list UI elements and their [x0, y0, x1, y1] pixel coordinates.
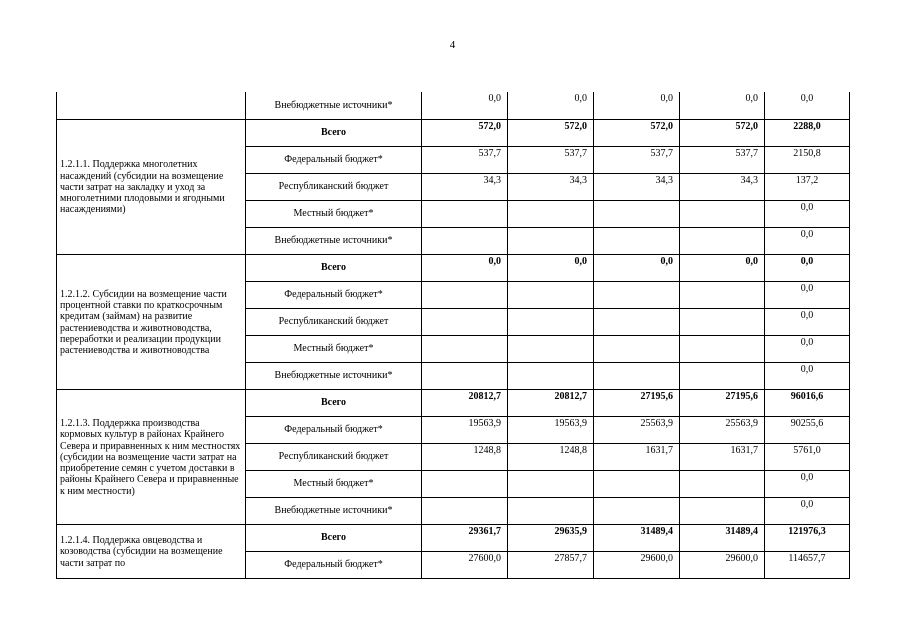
year-value [422, 227, 508, 254]
year-value [680, 335, 765, 362]
source-label: Внебюджетные источники* [246, 92, 422, 119]
program-name: 1.2.1.3. Поддержка производства кормовых культур в районах Крайнего Севера и приравненных к ним местностях (субсидии на возмещение части затрат на приобретение семян с учетом доставки в районы Крайнего Севера и приравненные к ним местности) [57, 389, 246, 524]
year-value: 34,3 [422, 173, 508, 200]
year-value: 20812,7 [508, 389, 594, 416]
total-value: 2288,0 [765, 119, 850, 146]
total-value: 0,0 [765, 254, 850, 281]
year-value: 0,0 [594, 92, 680, 119]
total-value: 137,2 [765, 173, 850, 200]
year-value [680, 308, 765, 335]
source-label: Федеральный бюджет* [246, 416, 422, 443]
year-value: 0,0 [594, 254, 680, 281]
table-row [57, 524, 850, 551]
year-value: 19563,9 [422, 416, 508, 443]
year-value: 25563,9 [594, 416, 680, 443]
total-value: 0,0 [765, 92, 850, 119]
total-value: 5761,0 [765, 443, 850, 470]
total-value: 0,0 [765, 362, 850, 389]
total-value: 0,0 [765, 497, 850, 524]
year-value: 31489,4 [680, 524, 765, 551]
source-label: Республиканский бюджет [246, 173, 422, 200]
year-value: 572,0 [680, 119, 765, 146]
year-value [422, 335, 508, 362]
year-value: 27195,6 [594, 389, 680, 416]
year-value [594, 227, 680, 254]
program-name: 1.2.1.1. Поддержка многолетних насаждений (субсидии на возмещение части затрат на закладку и уход за многолетними плодовыми и ягодными насаждениями) [57, 119, 246, 254]
year-value: 31489,4 [594, 524, 680, 551]
year-value [508, 227, 594, 254]
year-value: 537,7 [594, 146, 680, 173]
total-value: 121976,3 [765, 524, 850, 551]
year-value: 572,0 [508, 119, 594, 146]
table-row [57, 92, 850, 119]
year-value: 0,0 [508, 254, 594, 281]
year-value: 572,0 [422, 119, 508, 146]
total-value: 0,0 [765, 470, 850, 497]
year-value [594, 335, 680, 362]
year-value [594, 308, 680, 335]
year-value: 572,0 [594, 119, 680, 146]
year-value [422, 281, 508, 308]
total-value: 0,0 [765, 335, 850, 362]
year-value [508, 470, 594, 497]
year-value [594, 362, 680, 389]
year-value: 1248,8 [508, 443, 594, 470]
source-label: Федеральный бюджет* [246, 551, 422, 578]
year-value [680, 200, 765, 227]
year-value [422, 308, 508, 335]
year-value: 537,7 [422, 146, 508, 173]
year-value: 0,0 [680, 92, 765, 119]
year-value [508, 362, 594, 389]
budget-table [56, 92, 850, 579]
year-value [594, 497, 680, 524]
year-value [680, 470, 765, 497]
year-value: 537,7 [680, 146, 765, 173]
table-row [57, 254, 850, 281]
year-value: 29361,7 [422, 524, 508, 551]
year-value: 537,7 [508, 146, 594, 173]
year-value [508, 200, 594, 227]
year-value: 27857,7 [508, 551, 594, 578]
year-value: 29600,0 [594, 551, 680, 578]
page-number: 4 [449, 39, 456, 51]
source-label: Местный бюджет* [246, 335, 422, 362]
program-name: 1.2.1.4. Поддержка овцеводства и козоводства (субсидии на возмещение части затрат по [57, 524, 246, 578]
year-value: 29635,9 [508, 524, 594, 551]
year-value: 0,0 [422, 92, 508, 119]
year-value [680, 362, 765, 389]
source-label: Федеральный бюджет* [246, 281, 422, 308]
year-value: 25563,9 [680, 416, 765, 443]
source-label: Внебюджетные источники* [246, 362, 422, 389]
year-value: 27600,0 [422, 551, 508, 578]
year-value: 1248,8 [422, 443, 508, 470]
year-value [508, 497, 594, 524]
year-value [680, 497, 765, 524]
year-value: 0,0 [680, 254, 765, 281]
source-label: Республиканский бюджет [246, 443, 422, 470]
source-label: Республиканский бюджет [246, 308, 422, 335]
year-value: 20812,7 [422, 389, 508, 416]
year-value: 0,0 [422, 254, 508, 281]
source-label: Всего [246, 389, 422, 416]
source-label: Местный бюджет* [246, 470, 422, 497]
source-label: Всего [246, 119, 422, 146]
year-value: 1631,7 [594, 443, 680, 470]
year-value [508, 308, 594, 335]
year-value [422, 470, 508, 497]
source-label: Местный бюджет* [246, 200, 422, 227]
source-label: Внебюджетные источники* [246, 497, 422, 524]
year-value: 34,3 [508, 173, 594, 200]
year-value: 27195,6 [680, 389, 765, 416]
total-value: 0,0 [765, 308, 850, 335]
year-value [594, 200, 680, 227]
total-value: 0,0 [765, 281, 850, 308]
source-label: Всего [246, 524, 422, 551]
program-cell-empty [57, 92, 246, 119]
year-value [508, 281, 594, 308]
source-label: Федеральный бюджет* [246, 146, 422, 173]
year-value [680, 227, 765, 254]
year-value [422, 362, 508, 389]
total-value: 114657,7 [765, 551, 850, 578]
source-label: Внебюджетные источники* [246, 227, 422, 254]
year-value [680, 281, 765, 308]
year-value [422, 200, 508, 227]
year-value [508, 335, 594, 362]
total-value: 96016,6 [765, 389, 850, 416]
total-value: 0,0 [765, 200, 850, 227]
table-row [57, 119, 850, 146]
table-row [57, 389, 850, 416]
year-value: 29600,0 [680, 551, 765, 578]
total-value: 90255,6 [765, 416, 850, 443]
year-value [594, 281, 680, 308]
program-name: 1.2.1.2. Субсидии на возмещение части процентной ставки по краткосрочным кредитам (займам) на развитие растениеводства и животноводства, переработки и реализации продукции растениеводства и животноводства [57, 254, 246, 389]
year-value: 34,3 [594, 173, 680, 200]
source-label: Всего [246, 254, 422, 281]
year-value [422, 497, 508, 524]
total-value: 0,0 [765, 227, 850, 254]
year-value [594, 470, 680, 497]
total-value: 2150,8 [765, 146, 850, 173]
year-value: 34,3 [680, 173, 765, 200]
year-value: 1631,7 [680, 443, 765, 470]
year-value: 0,0 [508, 92, 594, 119]
year-value: 19563,9 [508, 416, 594, 443]
